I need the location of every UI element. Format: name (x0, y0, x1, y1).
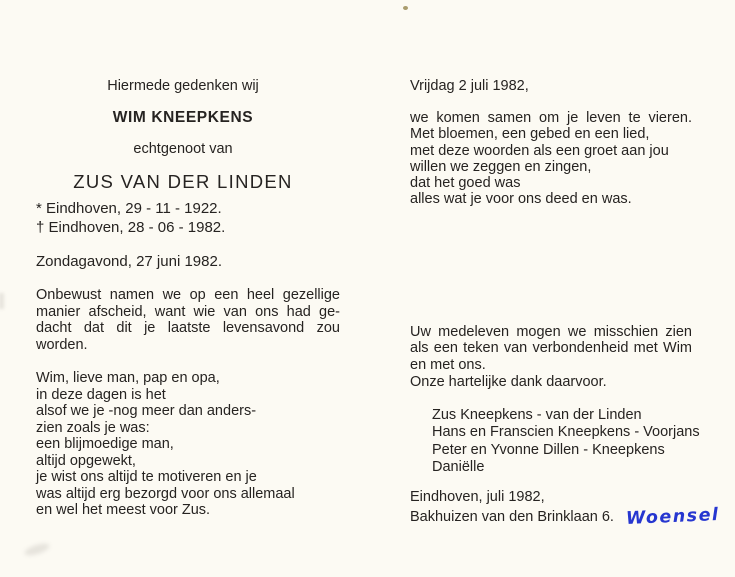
farewell-line: dacht dat dit je laatste levensavond zou (36, 320, 340, 336)
farewell-line: Onbewust namen we op een heel gezellige (36, 287, 340, 303)
deceased-name: WIM KNEEPKENS (112, 109, 254, 126)
life-dates (36, 199, 340, 237)
service-date-line: Vrijdag 2 juli 1982, (410, 78, 529, 94)
family-member-line: Daniëlle (432, 458, 485, 475)
condolence-text (410, 324, 692, 390)
poem-line: zien zoals je was: (36, 419, 150, 436)
poem-line: Wim, lieve man, pap en opa, (36, 370, 220, 386)
family-signatures (410, 407, 700, 476)
poem-line: in deze dagen is het (36, 386, 166, 403)
ceremony-line: alles wat je voor ons deed en was. (410, 191, 632, 208)
scan-edge-smudge (0, 293, 4, 309)
condolence-line: als een teken van verbondenheid met Wim (410, 340, 692, 357)
relation-line: echtgenoot van (133, 141, 233, 157)
spouse-name: ZUS VAN DER LINDEN (73, 171, 293, 192)
farewell-line: manier afscheid, want wie van ons had ge- (36, 303, 340, 320)
ceremony-line: Met bloemen, een gebed en een lied, (410, 126, 650, 143)
family-member-line: Hans en Franscien Kneepkens - Voorjans (432, 424, 700, 441)
closing-place-line: Eindhoven, juli 1982, (410, 488, 545, 505)
evening-line: Zondagavond, 27 juni 1982. (36, 253, 222, 270)
condolence-line: Onze hartelijke dank daarvoor. (410, 373, 607, 390)
right-column (410, 78, 720, 530)
birth-line: * Eindhoven, 29 - 11 - 1922. (36, 200, 222, 217)
poem (36, 370, 340, 519)
handwritten-note: Woensel (625, 505, 720, 530)
ceremony-line: willen we zeggen en zingen, (410, 158, 592, 175)
closing-address-text: Bakhuizen van den Brinklaan 6. (410, 509, 614, 526)
ceremony-line: we komen samen om je leven te vieren. (410, 110, 692, 126)
poem-line: je wist ons altijd te motiveren en je (36, 469, 257, 485)
poem-line: alsof we je -nog meer dan anders- (36, 403, 257, 419)
ceremony-text (410, 110, 692, 208)
poem-line: en wel het meest voor Zus. (36, 502, 211, 518)
left-column (36, 78, 340, 519)
condolence-line: Uw medeleven mogen we misschien zien (410, 323, 692, 340)
family-member-line: Peter en Yvonne Dillen - Kneepkens (432, 441, 665, 458)
scan-smudge (23, 541, 51, 558)
farewell-line: worden. (36, 336, 88, 353)
condolence-line: en met ons. (410, 356, 486, 373)
poem-line: een blijmoedige man, (36, 436, 174, 452)
death-line: † Eindhoven, 28 - 06 - 1982. (36, 219, 226, 236)
closing (410, 488, 720, 530)
farewell-paragraph (36, 287, 340, 353)
ceremony-line: dat het goed was (410, 175, 521, 192)
ceremony-line: met deze woorden als een groet aan jou (410, 142, 669, 159)
family-member-line: Zus Kneepkens - van der Linden (432, 407, 642, 424)
scan-speck (403, 6, 408, 10)
poem-line: was altijd erg bezorgd voor ons allemaal (36, 485, 295, 502)
intro-line: Hiermede gedenken wij (107, 78, 259, 94)
closing-address-line (410, 505, 720, 530)
poem-line: altijd opgewekt, (36, 452, 136, 469)
